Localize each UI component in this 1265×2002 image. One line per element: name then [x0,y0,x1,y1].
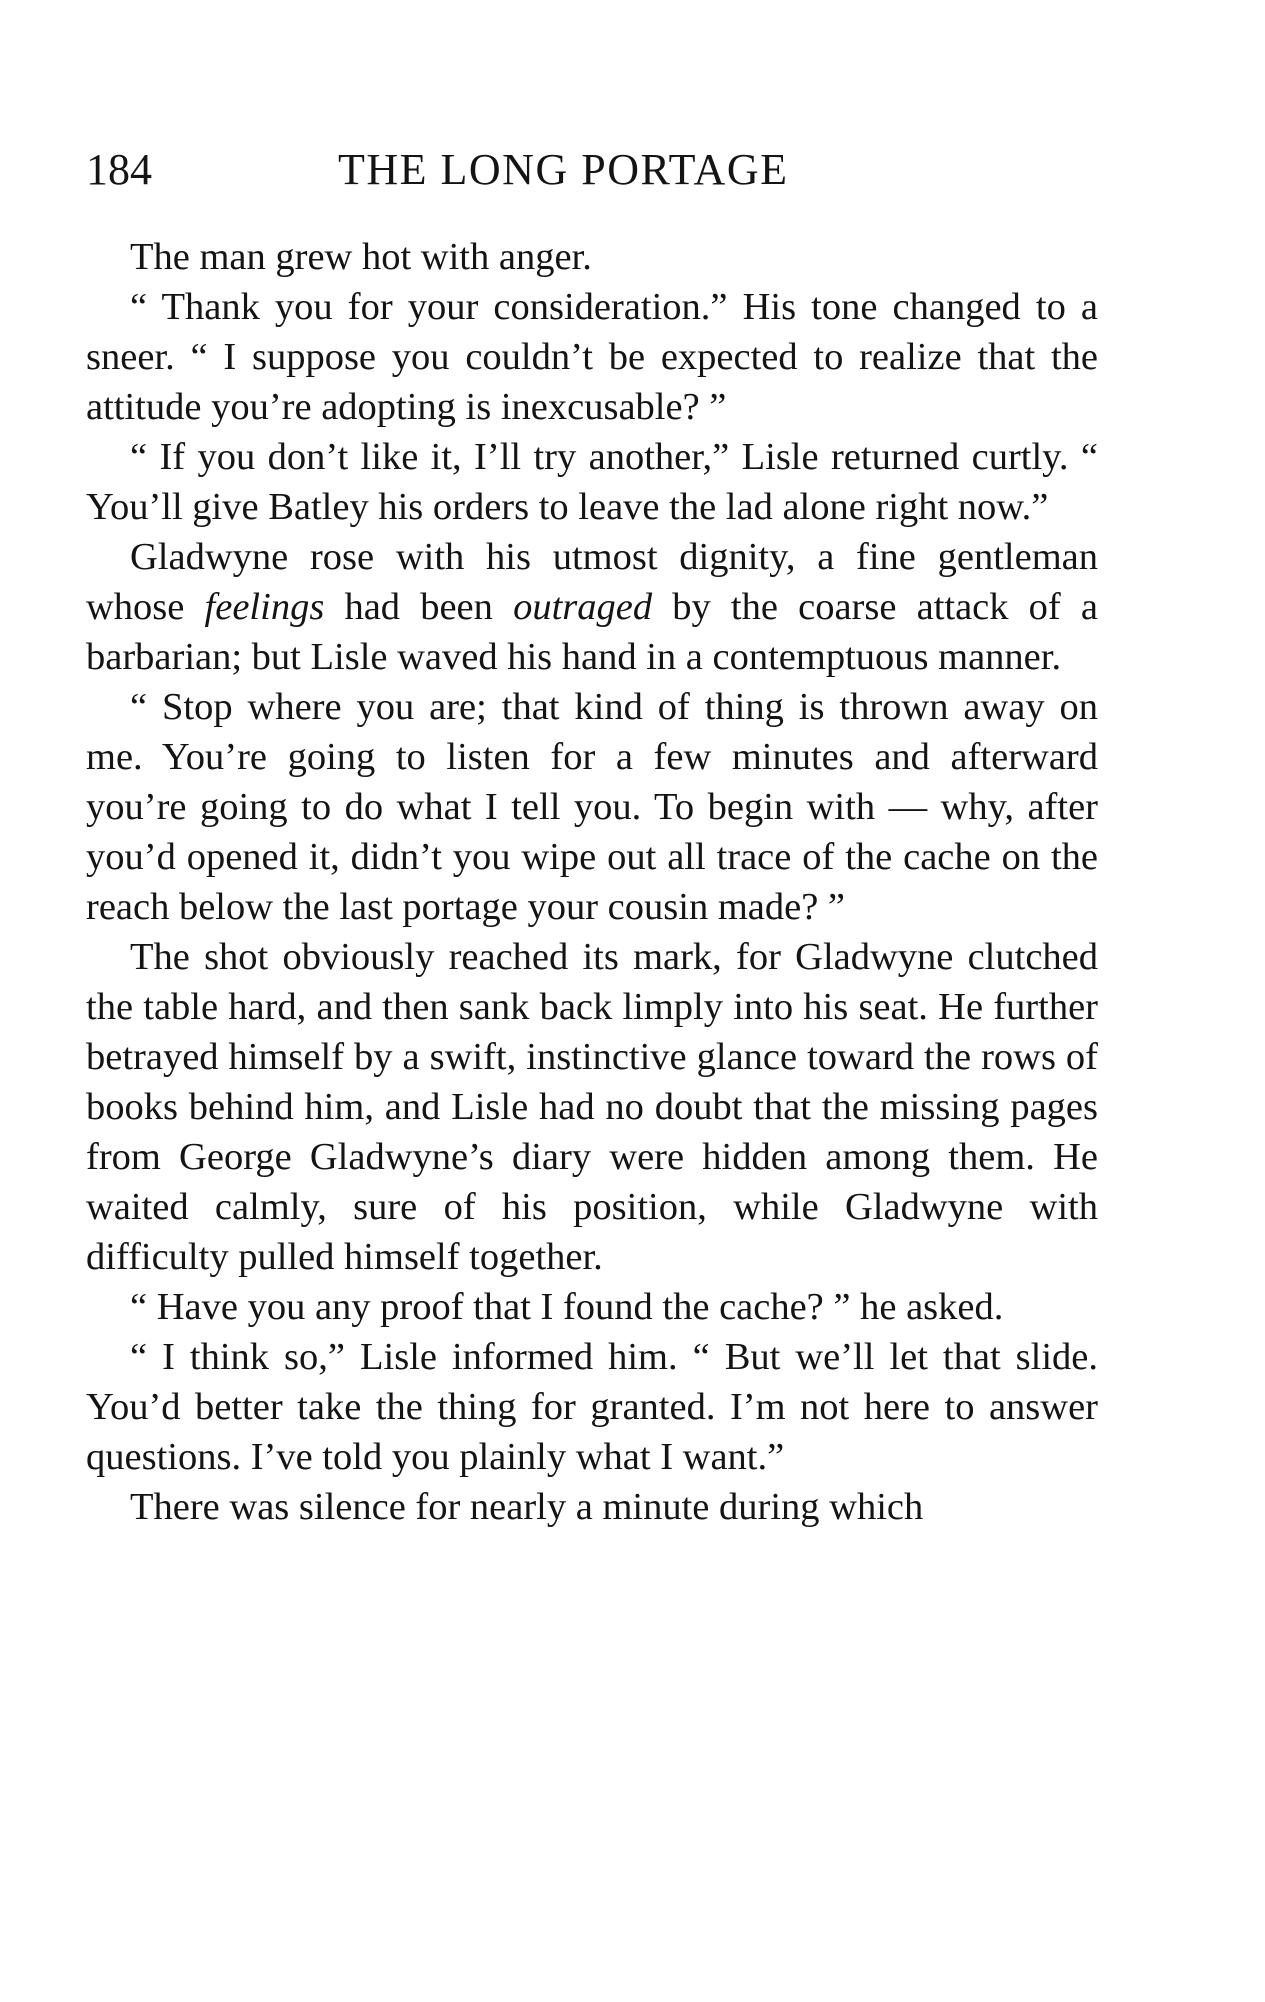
paragraph-6: The shot obviously reached its mark, for Gladwyne clutched the table hard, and then sank back limply into his seat. He further betrayed himself by a swift, instinctive glance toward the rows of books behind him, and Lisle had no doubt that the missing pages from George Gladwyne’s diary were hidden among them. He waited calmly, sure of his position, while Gladwyne with difficulty pulled himself together. [86,936,1098,1278]
paragraph-4-text-start: Gladwyne rose with his utmost dignity, a fine gentleman whose [86,536,1098,628]
paragraph-8: “ I think so,” Lisle informed him. “ But we’ll let that slide. You’d better take the thing for granted. I’m not here to answer questions. I’ve told you plainly what I want.” [86,1336,1098,1478]
paragraph-3: “ If you don’t like it, I’ll try another,” Lisle returned curtly. “ You’ll give Batley his orders to leave the lad alone right now.” [86,436,1098,528]
paragraph-2: “ Thank you for your consideration.” His tone changed to a sneer. “ I suppose you couldn’t be expected to realize that the attitude you’re adopting is inexcusable? ” [86,286,1098,428]
paragraph-1: The man grew hot with anger. [130,236,592,278]
running-head [86,140,1098,200]
paragraph-7: “ Have you any proof that I found the cache? ” he asked. [130,1286,1004,1328]
italic-word-feelings: feelings [204,586,325,628]
paragraph-5: “ Stop where you are; that kind of thing is thrown away on me. You’re going to listen for a few minutes and afterward you’re going to do what I tell you. To begin with — why, after you’d opened it, didn’t you wipe out all trace of the cache on the reach below the last portage your cousin made? ” [86,686,1098,928]
paragraph-4 [86,532,1098,682]
italic-word-outraged: outraged [513,586,653,628]
paragraph-9: There was silence for nearly a minute during which [130,1486,924,1528]
page-number: 184 [86,145,152,194]
paragraph-4-text-end: by the coarse attack of a barbarian; but Lisle waved his hand in a contemptuous manner. [86,586,1099,678]
body-text [86,232,1098,1532]
running-title: THE LONG PORTAGE [338,145,789,194]
paragraph-4-text-middle: had been [324,586,514,628]
